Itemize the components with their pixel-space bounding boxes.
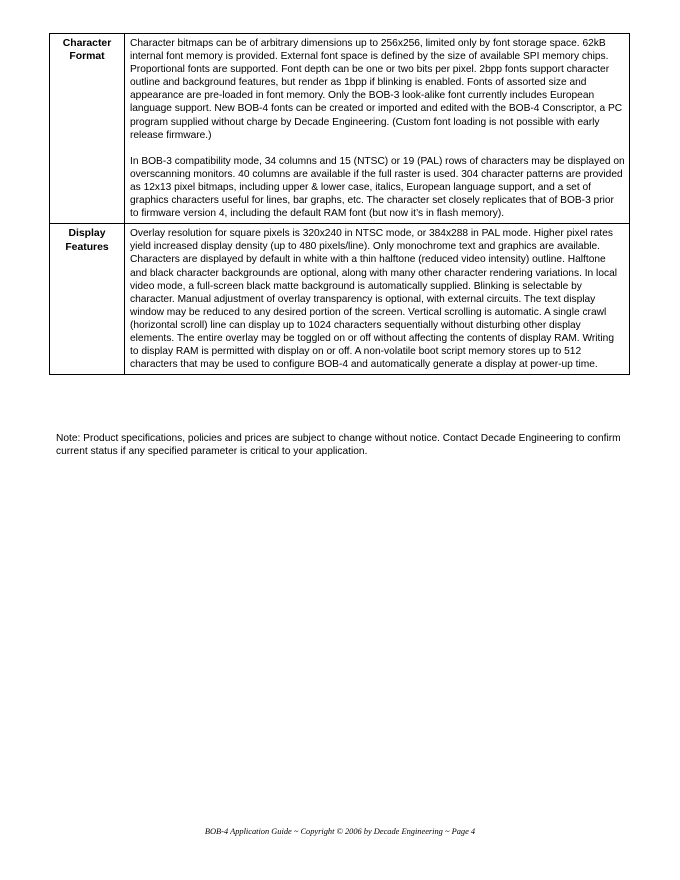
- row-label-line2: Format: [69, 51, 105, 63]
- table-row: [50, 224, 630, 375]
- row-label-line1: Display: [68, 228, 106, 240]
- row-label: [50, 34, 125, 224]
- row-label-line2: Features: [65, 241, 109, 253]
- description-paragraph: In BOB-3 compatibility mode, 34 columns and 15 (NTSC) or 19 (PAL) rows of characters may be displayed on overscanning monitors. 40 columns are available if the full raster is used. 304 character patterns are provided as 12x13 pixel bitmaps, including upper & lower case, italics, European language support, and a set of graphics characters useful for lines, bar graphs, etc. The character set closely replicates that of BOB-3 prior to firmware version 4, including the default RAM font (but now it’s in flash memory).: [130, 155, 625, 220]
- spec-table: [49, 33, 630, 375]
- row-label-line1: Character: [62, 38, 112, 49]
- description-paragraph: Character bitmaps can be of arbitrary dimensions up to 256x256, limited only by font storage space. 62kB internal font memory is provided. External font space is defined by the size of available SPI memory chips. Proportional fonts are supported. Font depth can be one or two bits per pixel. 2bpp fonts support character outline and background features, but render as 1bpp if blinking is enabled. Fonts of assorted size and appearance are pre-loaded in font memory. Only the BOB-3 look-alike font currently includes European language support. New BOB-4 fonts can be created or imported and edited with the BOB-4 Conscriptor, a PC program supplied without charge by Decade Engineering. (Custom font loading is not possible with early release firmware.): [130, 38, 623, 141]
- disclaimer-note: Note: Product specifications, policies and prices are subject to change without notice. Contact Decade Engineering to confirm current status if any specified parameter is critical to your application.: [56, 433, 621, 458]
- row-description: [125, 34, 630, 224]
- table-row: [50, 34, 630, 224]
- row-description: [125, 224, 630, 375]
- page-footer: BOB-4 Application Guide ~ Copyright © 2006 by Decade Engineering ~ Page 4: [204, 827, 476, 836]
- description-paragraph: Overlay resolution for square pixels is 320x240 in NTSC mode, or 384x288 in PAL mode. Higher pixel rates yield increased display density (up to 480 pixels/line). Only monochrome text and graphics are available. Characters are displayed by default in white with a thin halftone (reduced video intensity) outline. Halftone and black character backgrounds are optional, along with many other character rendering variations. In local video mode, a full-screen black matte background is automatically supplied. Blinking is selectable by character. Manual adjustment of overlay transparency is optional, with external circuits. The text display window may be reduced to any desired portion of the screen. Vertical scrolling is automatic. A single crawl (horizontal scroll) line can display up to 1024 characters sequentially without disturbing other display elements. The entire overlay may be toggled on or off without affecting the contents of display RAM. Writing to display RAM is permitted with display on or off. A non-volatile boot script memory stores up to 512 characters that may be used to configure BOB-4 and automatically generate a display at power-up time.: [130, 228, 618, 371]
- row-label: [50, 224, 125, 375]
